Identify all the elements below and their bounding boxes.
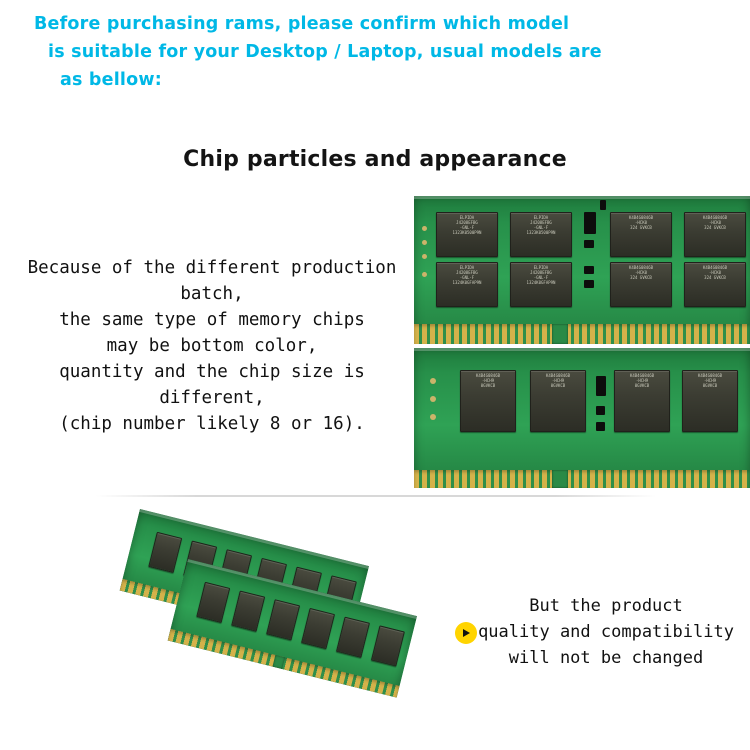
smd-component bbox=[584, 240, 594, 248]
section-divider bbox=[96, 495, 656, 497]
pcb-top-edge bbox=[414, 196, 750, 199]
caption-line-2: quality and compatibility bbox=[478, 622, 734, 642]
purchase-notice bbox=[0, 10, 750, 94]
smd-component bbox=[596, 422, 605, 431]
description-block bbox=[12, 255, 412, 437]
memory-chip: K4B4G0846B -HCK0 324 GVKCB bbox=[610, 262, 672, 307]
spd-chip bbox=[596, 376, 606, 396]
memory-chip bbox=[148, 532, 182, 573]
module-key-notch bbox=[552, 470, 568, 488]
via-pad bbox=[430, 414, 436, 420]
via-pad bbox=[430, 378, 436, 384]
product-quality-caption bbox=[470, 593, 742, 671]
memory-chip: K4B4G0846B -HCK0 324 GVKCB bbox=[684, 262, 746, 307]
smd-component bbox=[600, 200, 606, 210]
notice-line-2: is suitable for your Desktop / Laptop, usual models are bbox=[48, 42, 602, 62]
memory-chip: K4B4G0846B -HCH9 0GVKCB bbox=[614, 370, 670, 432]
notice-line-1: Before purchasing rams, please confirm which model bbox=[34, 14, 570, 34]
memory-chip: K4B4G0846B -HCH9 0GVKCB bbox=[530, 370, 586, 432]
memory-chip bbox=[231, 590, 265, 631]
memory-chip: ELPIDA J4208EFBG -GNL-F 1324K0GFAP9N bbox=[436, 262, 498, 307]
memory-chip: K4B4G0846B -HCK0 324 GVKCB bbox=[610, 212, 672, 257]
description-line-3: may be bottom color, bbox=[106, 336, 318, 356]
via-pad bbox=[422, 226, 427, 231]
caption-line-3: will not be changed bbox=[508, 648, 704, 668]
smd-component bbox=[596, 406, 605, 415]
caption-line-1: But the product bbox=[529, 596, 683, 616]
description-line-5: (chip number likely 8 or 16). bbox=[59, 414, 365, 434]
pcb-top-edge bbox=[414, 348, 750, 351]
module-key-notch bbox=[552, 324, 568, 344]
smd-component bbox=[584, 280, 594, 288]
gold-contact-fingers bbox=[414, 324, 750, 344]
sodimm-module-bottom-image bbox=[414, 348, 750, 488]
smd-component bbox=[584, 266, 594, 274]
notice-line-3: as bellow: bbox=[60, 70, 162, 90]
memory-chip: K4B4G0846B -HCH9 0GVKCB bbox=[682, 370, 738, 432]
memory-chip bbox=[266, 599, 300, 640]
memory-chip: ELPIDA J4208EFBG -GNL-F 1324K0GFAP9N bbox=[510, 262, 572, 307]
description-line-2: the same type of memory chips bbox=[59, 310, 365, 330]
spd-chip bbox=[584, 212, 596, 234]
memory-chip bbox=[196, 582, 230, 623]
via-pad bbox=[422, 254, 427, 259]
memory-chip: ELPIDA J4208EFBG -GNL-F 1323K0500P9N bbox=[436, 212, 498, 257]
via-pad bbox=[430, 396, 436, 402]
memory-chip: K4B4G0846B -HCK0 324 GVKCB bbox=[684, 212, 746, 257]
via-pad bbox=[422, 240, 427, 245]
description-line-1: Because of the different production batch, bbox=[27, 258, 397, 304]
memory-chip bbox=[371, 625, 405, 666]
memory-chip bbox=[336, 617, 370, 658]
sodimm-module-top-image bbox=[414, 196, 750, 344]
via-pad bbox=[422, 272, 427, 277]
memory-chip bbox=[301, 608, 335, 649]
dimm-pair-image bbox=[110, 505, 440, 705]
description-line-4: quantity and the chip size is different, bbox=[59, 362, 365, 408]
gold-contact-fingers bbox=[414, 470, 750, 488]
memory-chip: K4B4G0846B -HCH9 0GVKCB bbox=[460, 370, 516, 432]
memory-chip: ELPIDA J4208EFBG -GNL-F 1323K0500P9N bbox=[510, 212, 572, 257]
section-title: Chip particles and appearance bbox=[183, 147, 567, 172]
